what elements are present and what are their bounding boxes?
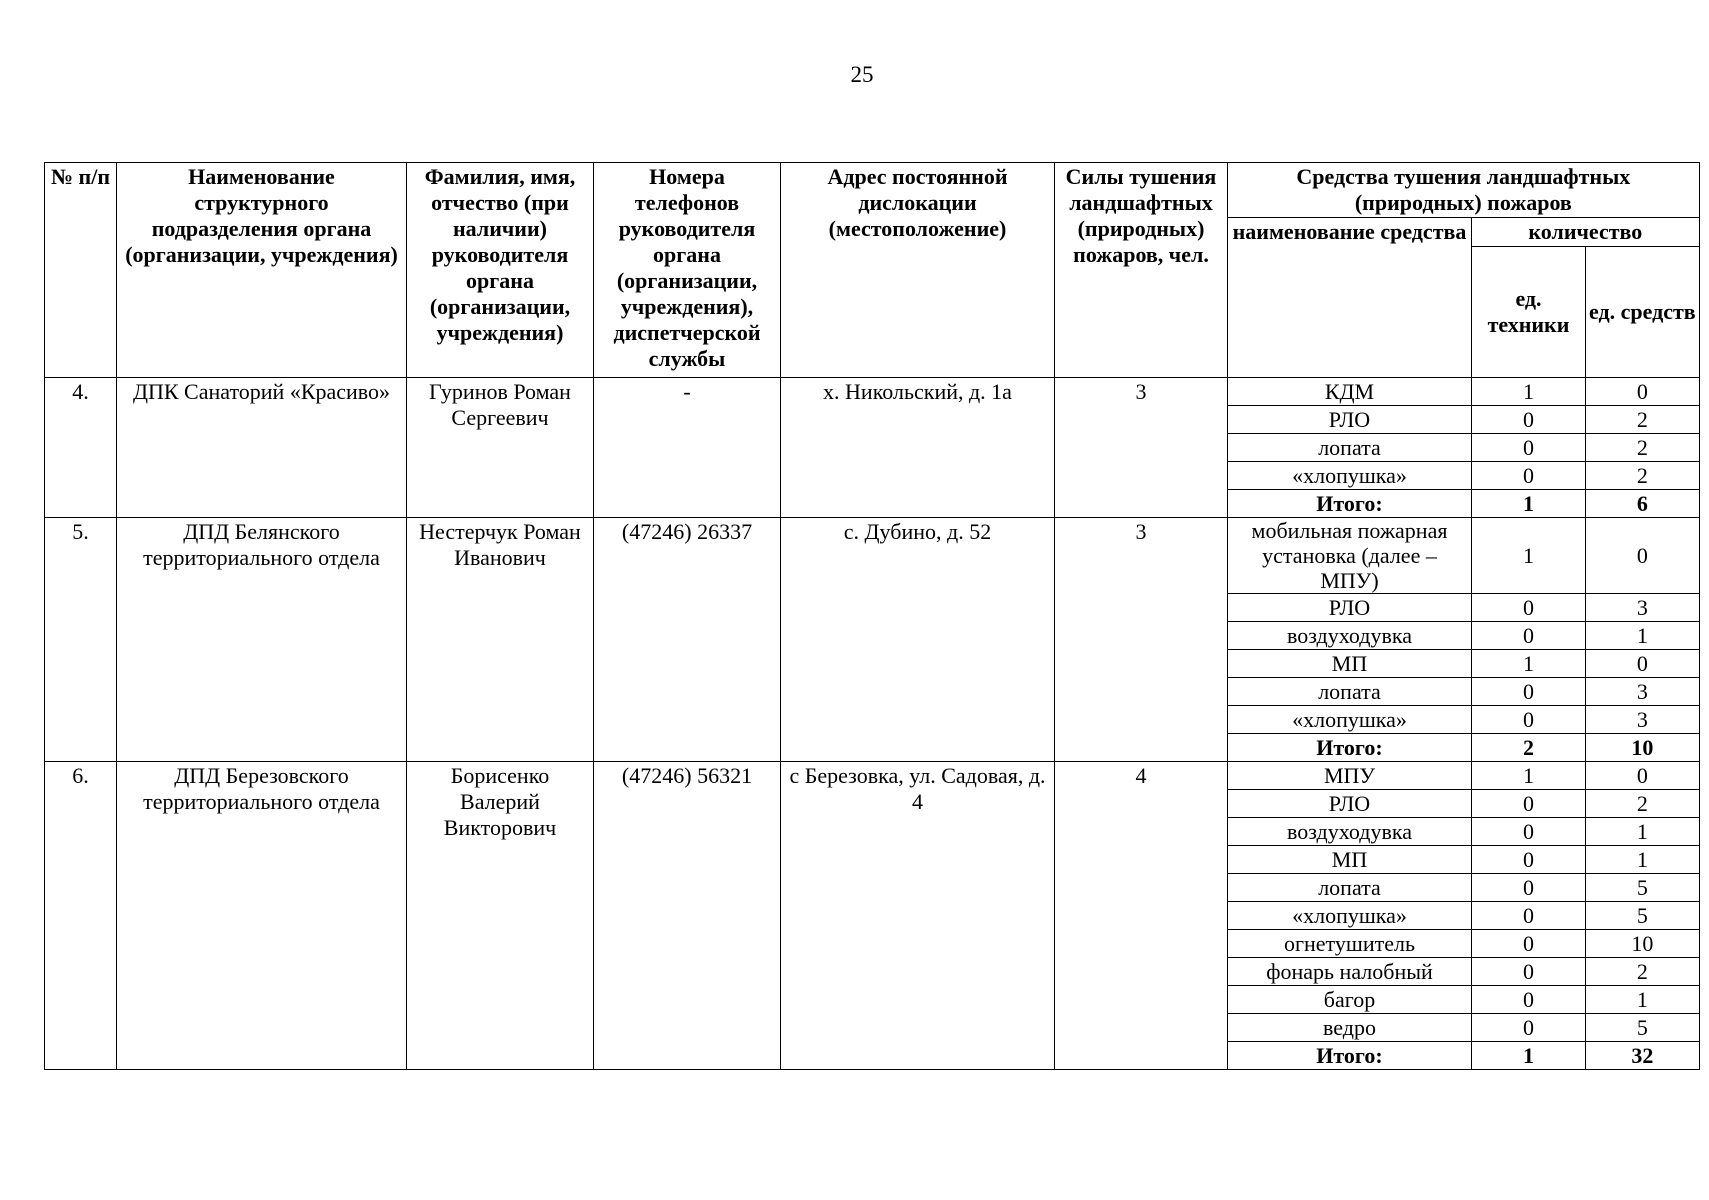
row-number: 5. (45, 518, 117, 762)
total-tech: 2 (1472, 734, 1586, 762)
total-tech: 1 (1472, 1042, 1586, 1070)
means-name: МП (1228, 846, 1472, 874)
qty-tech: 0 (1472, 594, 1586, 622)
total-means: 6 (1586, 490, 1700, 518)
phone-number: - (594, 378, 781, 518)
qty-means: 5 (1586, 902, 1700, 930)
table-row (45, 378, 1700, 406)
qty-means: 3 (1586, 594, 1700, 622)
qty-means: 0 (1586, 518, 1700, 594)
qty-tech: 0 (1472, 462, 1586, 490)
row-number: 6. (45, 762, 117, 1070)
qty-means: 0 (1586, 762, 1700, 790)
qty-tech: 0 (1472, 958, 1586, 986)
qty-tech: 0 (1472, 986, 1586, 1014)
forces-count: 3 (1055, 378, 1228, 518)
unit-name: ДПД Березовского территориального отдела (117, 762, 407, 1070)
means-name: «хлопушка» (1228, 902, 1472, 930)
qty-means: 2 (1586, 434, 1700, 462)
total-means: 32 (1586, 1042, 1700, 1070)
qty-tech: 1 (1472, 518, 1586, 594)
row-number: 4. (45, 378, 117, 518)
qty-tech: 0 (1472, 846, 1586, 874)
total-label: Итого: (1228, 734, 1472, 762)
means-name: воздуходувка (1228, 622, 1472, 650)
means-name: ведро (1228, 1014, 1472, 1042)
means-name: багор (1228, 986, 1472, 1014)
forces-count: 3 (1055, 518, 1228, 762)
qty-tech: 1 (1472, 378, 1586, 406)
qty-means: 10 (1586, 930, 1700, 958)
header-num: № п/п (45, 163, 117, 378)
header-means-name: наименование средства (1228, 218, 1472, 378)
address: с. Дубино, д. 52 (781, 518, 1055, 762)
qty-means: 0 (1586, 650, 1700, 678)
qty-tech: 0 (1472, 706, 1586, 734)
total-label: Итого: (1228, 490, 1472, 518)
qty-means: 2 (1586, 462, 1700, 490)
table-row (45, 518, 1700, 594)
qty-means: 2 (1586, 406, 1700, 434)
means-name: «хлопушка» (1228, 706, 1472, 734)
qty-means: 3 (1586, 706, 1700, 734)
header-phones: Номера телефонов руководителя органа (организации, учреждения), диспетчерской службы (594, 163, 781, 378)
qty-means: 5 (1586, 1014, 1700, 1042)
firefighting-resources-table (44, 162, 1700, 1070)
table-row (45, 762, 1700, 790)
qty-tech: 1 (1472, 762, 1586, 790)
qty-tech: 0 (1472, 406, 1586, 434)
header-unit: Наименование структурного подразделения органа (организации, учреждения) (117, 163, 407, 378)
header-address: Адрес постоянной дислокации (местоположение) (781, 163, 1055, 378)
head-name: Нестерчук Роман Иванович (407, 518, 594, 762)
qty-means: 2 (1586, 958, 1700, 986)
qty-tech: 0 (1472, 678, 1586, 706)
qty-tech: 0 (1472, 902, 1586, 930)
qty-tech: 0 (1472, 930, 1586, 958)
unit-name: ДПК Санаторий «Красиво» (117, 378, 407, 518)
qty-tech: 0 (1472, 622, 1586, 650)
head-name: Борисенко Валерий Викторович (407, 762, 594, 1070)
means-name: лопата (1228, 874, 1472, 902)
means-name: «хлопушка» (1228, 462, 1472, 490)
qty-means: 2 (1586, 790, 1700, 818)
means-name: МПУ (1228, 762, 1472, 790)
qty-tech: 0 (1472, 874, 1586, 902)
qty-means: 0 (1586, 378, 1700, 406)
qty-tech: 0 (1472, 434, 1586, 462)
header-head: Фамилия, имя, отчество (при наличии) руководителя органа (организации, учреждения) (407, 163, 594, 378)
forces-count: 4 (1055, 762, 1228, 1070)
qty-means: 1 (1586, 986, 1700, 1014)
total-tech: 1 (1472, 490, 1586, 518)
qty-tech: 0 (1472, 818, 1586, 846)
phone-number: (47246) 56321 (594, 762, 781, 1070)
qty-means: 1 (1586, 818, 1700, 846)
header-quantity: количество (1472, 218, 1700, 247)
qty-means: 1 (1586, 622, 1700, 650)
header-qty-tech: ед. техники (1472, 247, 1586, 378)
qty-means: 1 (1586, 846, 1700, 874)
header-forces: Силы тушения ландшафтных (природных) пожаров, чел. (1055, 163, 1228, 378)
means-name: воздуходувка (1228, 818, 1472, 846)
means-name: фонарь налобный (1228, 958, 1472, 986)
means-name: мобильная пожарная установка (далее – МПУ) (1228, 518, 1472, 594)
qty-tech: 1 (1472, 650, 1586, 678)
header-means: Средства тушения ландшафтных (природных) пожаров (1228, 163, 1700, 218)
total-label: Итого: (1228, 1042, 1472, 1070)
address: с Березовка, ул. Садовая, д. 4 (781, 762, 1055, 1070)
means-name: РЛО (1228, 594, 1472, 622)
means-name: лопата (1228, 434, 1472, 462)
head-name: Гуринов Роман Сергеевич (407, 378, 594, 518)
page-number: 25 (850, 62, 874, 87)
means-name: РЛО (1228, 406, 1472, 434)
qty-means: 3 (1586, 678, 1700, 706)
means-name: МП (1228, 650, 1472, 678)
means-name: лопата (1228, 678, 1472, 706)
means-name: КДМ (1228, 378, 1472, 406)
qty-tech: 0 (1472, 1014, 1586, 1042)
qty-means: 5 (1586, 874, 1700, 902)
means-name: огнетушитель (1228, 930, 1472, 958)
table-body (45, 378, 1700, 1070)
header-qty-means: ед. средств (1586, 247, 1700, 378)
unit-name: ДПД Белянского территориального отдела (117, 518, 407, 762)
qty-tech: 0 (1472, 790, 1586, 818)
total-means: 10 (1586, 734, 1700, 762)
means-name: РЛО (1228, 790, 1472, 818)
phone-number: (47246) 26337 (594, 518, 781, 762)
address: х. Никольский, д. 1а (781, 378, 1055, 518)
